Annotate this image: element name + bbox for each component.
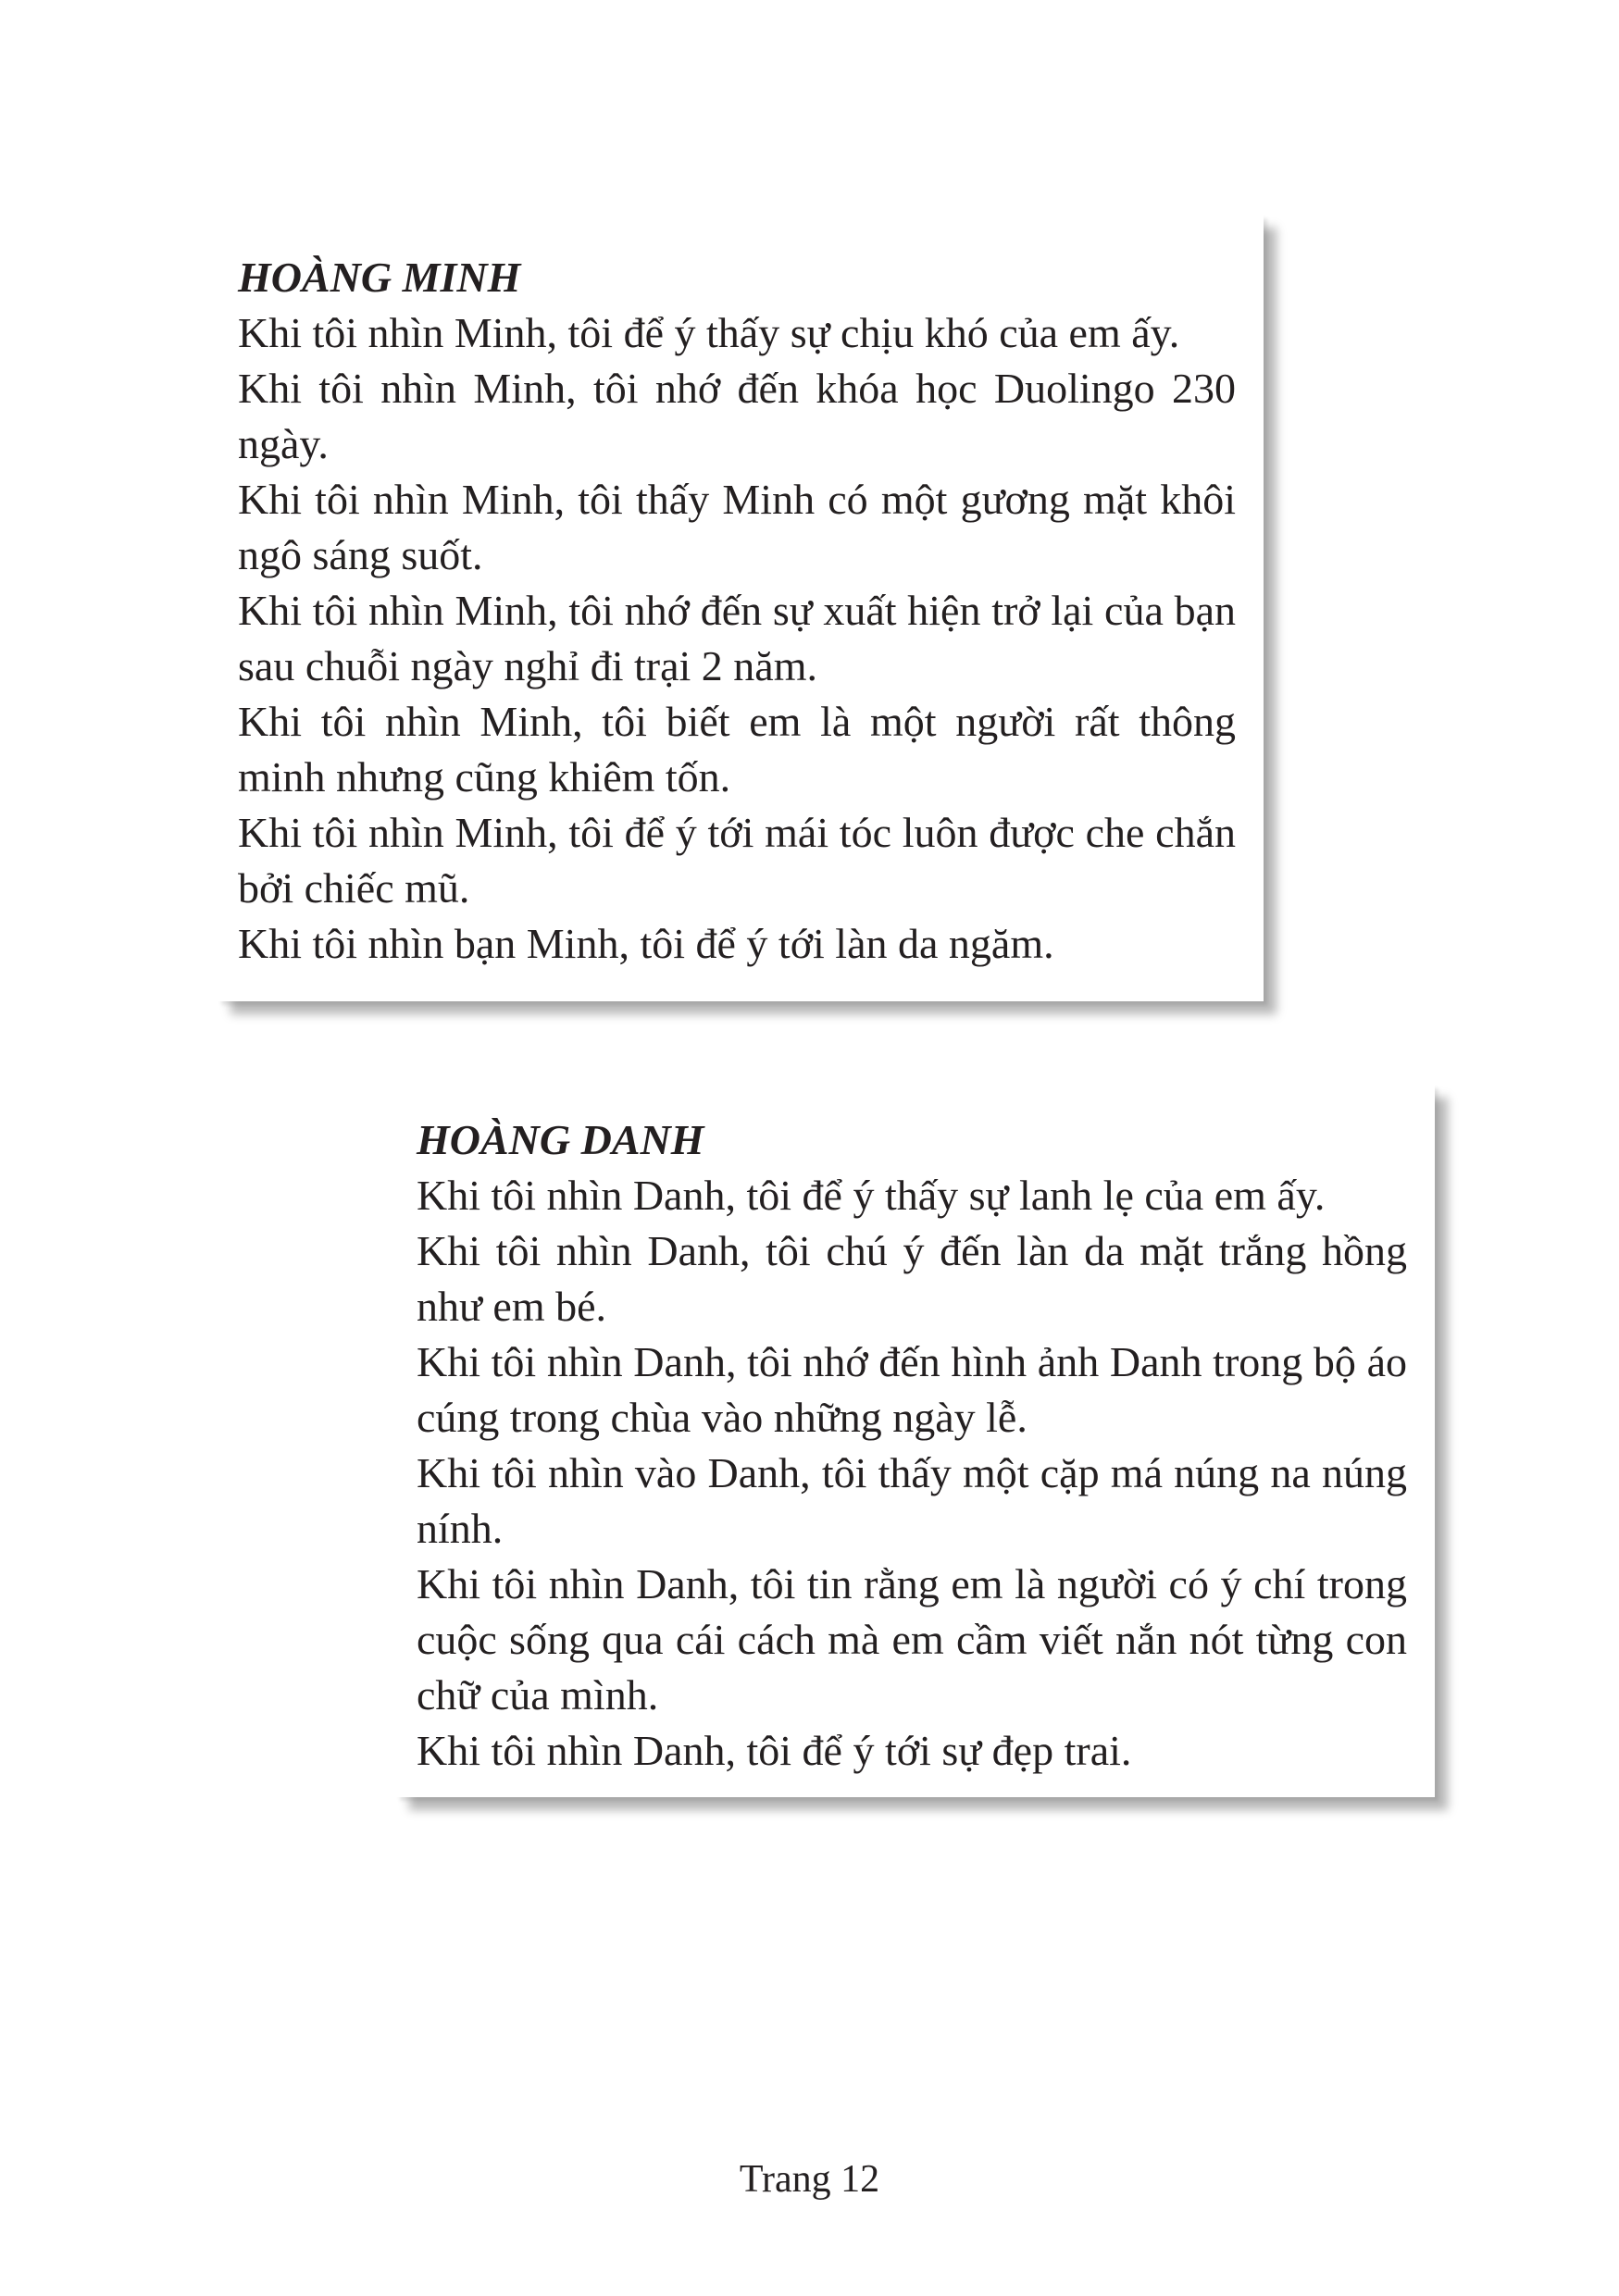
paragraph: Khi tôi nhìn Minh, tôi để ý thấy sự chịu khó của em ấy. [238, 309, 1180, 356]
paragraph: Khi tôi nhìn Danh, tôi chú ý đến làn da mặt trắng hồng như em bé. [417, 1227, 1407, 1330]
paragraph: Khi tôi nhìn Minh, tôi thấy Minh có một gương mặt khôi ngô sáng suốt. [238, 476, 1236, 578]
paragraph: Khi tôi nhìn Minh, tôi để ý tới mái tóc luôn được che chắn bởi chiếc mũ. [238, 809, 1236, 912]
paragraph: Khi tôi nhìn Minh, tôi biết em là một người rất thông minh nhưng cũng khiêm tốn. [238, 698, 1236, 800]
paragraph: Khi tôi nhìn vào Danh, tôi thấy một cặp má núng na núng nính. [417, 1449, 1407, 1552]
paragraph: Khi tôi nhìn Danh, tôi nhớ đến hình ảnh Danh trong bộ áo cúng trong chùa vào những ngày lễ. [417, 1338, 1407, 1441]
paragraph: Khi tôi nhìn Danh, tôi để ý tới sự đẹp trai. [417, 1727, 1132, 1774]
section-title: HOÀNG MINH [238, 254, 521, 301]
section-card-hoang-danh [396, 1085, 1435, 1797]
paragraph: Khi tôi nhìn Danh, tôi tin rằng em là người có ý chí trong cuộc sống qua cái cách mà em cầm viết nắn nót từng con chữ của mình. [417, 1560, 1407, 1719]
paragraph: Khi tôi nhìn Danh, tôi để ý thấy sự lanh lẹ của em ấy. [417, 1172, 1326, 1219]
page-number: Trang 12 [739, 2158, 880, 2201]
section-card-hoang-minh [218, 215, 1264, 1001]
paragraph: Khi tôi nhìn Minh, tôi nhớ đến khóa học Duolingo 230 ngày. [238, 365, 1236, 467]
paragraph: Khi tôi nhìn bạn Minh, tôi để ý tới làn da ngăm. [238, 920, 1054, 967]
section-title: HOÀNG DANH [417, 1116, 704, 1163]
paragraph: Khi tôi nhìn Minh, tôi nhớ đến sự xuất hiện trở lại của bạn sau chuỗi ngày nghỉ đi trại 2 năm. [238, 587, 1236, 689]
